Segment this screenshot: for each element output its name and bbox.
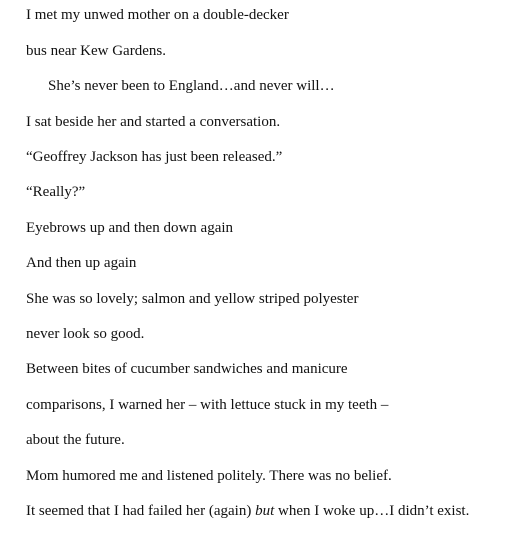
poem-line-15-start: It seemed that I had failed her (again) [26, 503, 256, 519]
poem-line-14: Mom humored me and listened politely. There was no belief. [26, 468, 392, 484]
poem-line-7: Eyebrows up and then down again [26, 220, 234, 236]
poem-line-12: comparisons, I warned her – with lettuce stuck in my teeth – [26, 397, 389, 413]
poem-line-8: And then up again [26, 255, 137, 271]
poem-line-2: bus near Kew Gardens. [26, 43, 166, 59]
poem-line-11: Between bites of cucumber sandwiches and manicure [26, 361, 348, 377]
poem-line-15 [26, 502, 469, 520]
poem-line-6: “Really?” [26, 184, 86, 200]
poem-line-10: never look so good. [26, 326, 145, 342]
poem-line-15-emphasis: but [255, 503, 275, 519]
poem-line-1: I met my unwed mother on a double-decker [26, 7, 289, 23]
poem-line-3: She’s never been to England…and never will… [48, 78, 335, 94]
poem-line-15-end: when I woke up…I didn’t exist. [274, 503, 470, 519]
poem-line-13: about the future. [26, 432, 125, 448]
poem-line-9: She was so lovely; salmon and yellow striped polyester [26, 291, 359, 307]
poem-line-4: I sat beside her and started a conversation. [26, 114, 281, 130]
poem-line-5: “Geoffrey Jackson has just been released.” [26, 149, 283, 165]
